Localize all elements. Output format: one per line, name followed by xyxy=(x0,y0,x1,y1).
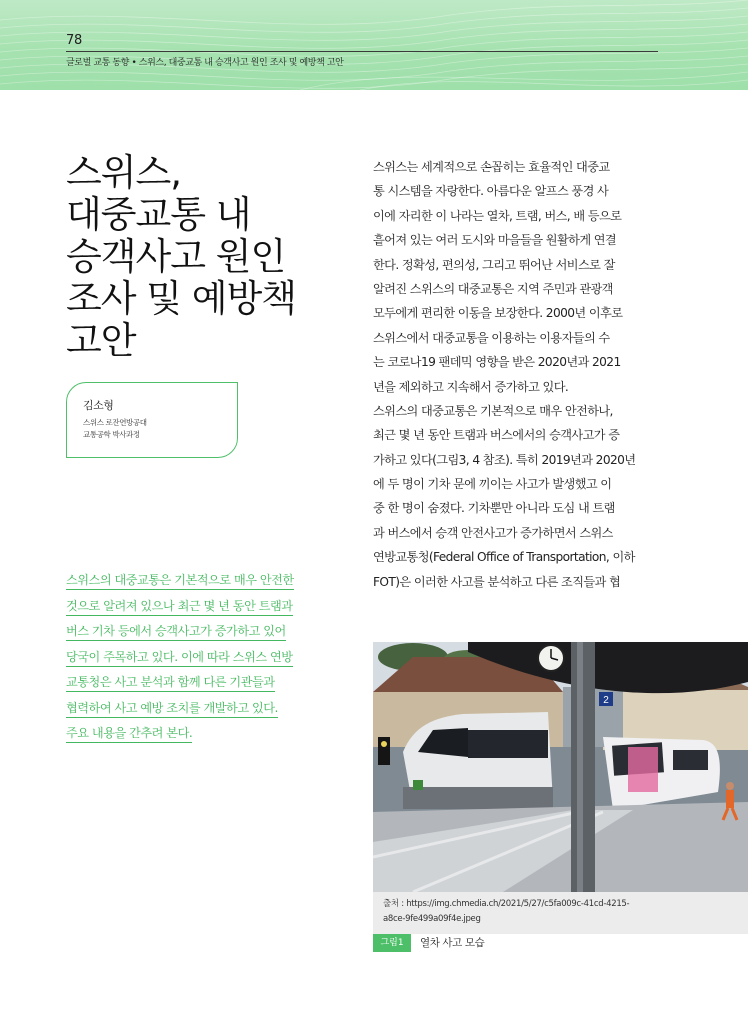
body-line: 연방교통청(Federal Office of Transportation, 이하 xyxy=(373,550,635,565)
body-line: 에 두 명이 기차 문에 끼이는 사고가 발생했고 이 xyxy=(373,477,612,492)
body-line: 스위스에서 대중교통을 이용하는 이용자들의 수 xyxy=(373,330,610,345)
source-line: 출처 : https://img.chmedia.ch/2021/5/27/c5fa009c-41cd-4215- xyxy=(383,899,630,909)
title-line: 승객사고 원인 xyxy=(66,235,286,278)
abstract-line xyxy=(66,698,316,724)
abstract-line xyxy=(66,596,316,622)
body-line: 스위스는 세계적으로 손꼽히는 효율적인 대중교 xyxy=(373,160,610,174)
abstract-line xyxy=(66,647,316,673)
body-line: 흩어져 있는 여러 도시와 마을들을 원활하게 연결 xyxy=(373,233,617,248)
abstract-line xyxy=(66,570,316,596)
body-line: 는 코로나19 팬데믹 영향을 받은 2020년과 2021 xyxy=(373,355,621,370)
title-line: 스위스, xyxy=(66,151,181,194)
header-wave-pattern xyxy=(0,0,748,90)
page-number: 78 xyxy=(66,33,82,48)
source-line: a8ce-9fe499a09f4e.jpeg xyxy=(383,914,481,924)
abstract-text: 당국이 주목하고 있다. 이에 따라 스위스 연방 xyxy=(66,650,293,667)
abstract-text: 교통청은 사고 분석과 함께 다른 기관들과 xyxy=(66,675,275,692)
figure-source xyxy=(383,897,733,927)
abstract-text: 스위스의 대중교통은 기본적으로 매우 안전한 xyxy=(66,573,294,590)
abstract-text: 주요 내용을 간추려 본다. xyxy=(66,726,192,743)
author-affiliation: 교통공학 박사과정 xyxy=(83,430,140,439)
article-body xyxy=(373,155,663,594)
body-line: 한다. 정확성, 편의성, 그리고 뛰어난 서비스로 잘 xyxy=(373,257,615,272)
train-accident-photo xyxy=(373,642,748,892)
body-line: 중 한 명이 숨졌다. 기차뿐만 아니라 도심 내 트램 xyxy=(373,501,615,516)
author-affiliation: 스위스 로잔연방공대 xyxy=(83,418,147,427)
body-line: 알려진 스위스의 대중교통은 지역 주민과 관광객 xyxy=(373,281,613,296)
abstract-text: 것으로 알려져 있으나 최근 몇 년 동안 트램과 xyxy=(66,599,293,616)
header-divider xyxy=(66,51,658,52)
article-abstract xyxy=(66,570,316,749)
abstract-line xyxy=(66,723,316,749)
body-line: 모두에게 편리한 이동을 보장한다. 2000년 이후로 xyxy=(373,306,623,321)
title-line: 조사 및 예방책 xyxy=(66,277,296,320)
platform-number: 2 xyxy=(603,695,609,706)
breadcrumb: 글로벌 교통 동향 • 스위스, 대중교통 내 승객사고 원인 조사 및 예방책 고안 xyxy=(66,58,344,68)
abstract-line xyxy=(66,672,316,698)
body-line: FOT)은 이러한 사고를 분석하고 다른 조직들과 협 xyxy=(373,574,621,589)
abstract-text: 협력하여 사고 예방 조치를 개발하고 있다. xyxy=(66,701,278,718)
body-line: 년을 제외하고 지속해서 증가하고 있다. xyxy=(373,379,569,394)
body-line: 과 버스에서 승객 안전사고가 증가하면서 스위스 xyxy=(373,525,613,540)
figure-label: 그림1 xyxy=(373,934,411,952)
title-line: 고안 xyxy=(66,319,136,362)
body-line: 가하고 있다(그림3, 4 참조). 특히 2019년과 2020년 xyxy=(373,452,636,467)
author-name: 김소형 xyxy=(83,399,114,412)
body-line: 통 시스템을 자랑한다. 아름다운 알프스 풍경 사 xyxy=(373,184,609,199)
figure-caption: 열차 사고 모습 xyxy=(420,937,485,949)
title-line: 대중교통 내 xyxy=(66,193,251,236)
abstract-line xyxy=(66,621,316,647)
author-box xyxy=(66,382,238,458)
page-header xyxy=(0,0,748,90)
body-line: 최근 몇 년 동안 트램과 버스에서의 승객사고가 증 xyxy=(373,428,620,443)
body-line: 이에 자리한 이 나라는 열차, 트램, 버스, 배 등으로 xyxy=(373,208,622,223)
body-line: 스위스의 대중교통은 기본적으로 매우 안전하나, xyxy=(373,403,613,418)
figure-source-area xyxy=(373,892,748,934)
article-title xyxy=(66,152,356,362)
abstract-text: 버스 기차 등에서 승객사고가 증가하고 있어 xyxy=(66,624,286,641)
